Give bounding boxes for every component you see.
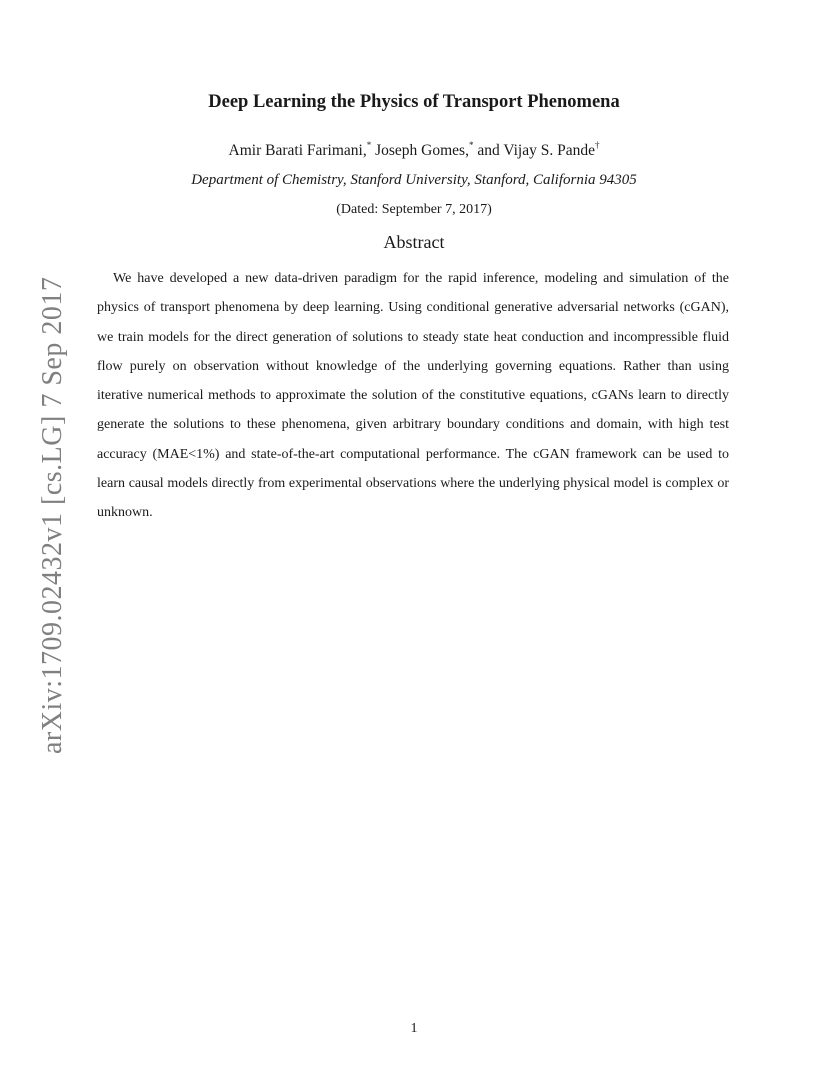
- paper-title: Deep Learning the Physics of Transport Phenomena: [208, 92, 620, 112]
- author-name: Joseph Gomes,: [371, 142, 469, 159]
- author-footnote-mark: *: [468, 140, 474, 150]
- author-name: Amir Barati Farimani,: [228, 142, 367, 159]
- abstract-heading: Abstract: [383, 232, 445, 252]
- author-footnote-mark: †: [594, 140, 600, 150]
- author-affiliation: Department of Chemistry, Stanford University, Stanford, California 94305: [191, 172, 637, 188]
- arxiv-identifier-stamp[interactable]: arXiv:1709.02432v1 [cs.LG] 7 Sep 2017: [37, 276, 68, 754]
- author-list: [0, 142, 828, 160]
- author-footnote-mark: *: [366, 140, 372, 150]
- date-line: (Dated: September 7, 2017): [336, 202, 492, 217]
- page-number: 1: [410, 1021, 418, 1036]
- abstract-body: We have developed a new data-driven paradigm for the rapid inference, modeling and simulation of the physics of transport phenomena by deep learning. Using conditional generative adversarial networks (cGAN), we train models for the direct generation of solutions to steady state heat conduction and incompressible fluid flow purely on observation without knowledge of the underlying governing equations. Rather than using iterative numerical methods to approximate the solution of the constitutive equations, cGANs learn to directly generate the solutions to these phenomena, given arbitrary boundary conditions and domain, with high test accuracy (MAE<1%) and state-of-the-art computational performance. The cGAN framework can be used to learn causal models directly from experimental observations where the underlying physical model is complex or unknown.: [97, 271, 729, 521]
- author-name: and Vijay S. Pande: [473, 142, 595, 159]
